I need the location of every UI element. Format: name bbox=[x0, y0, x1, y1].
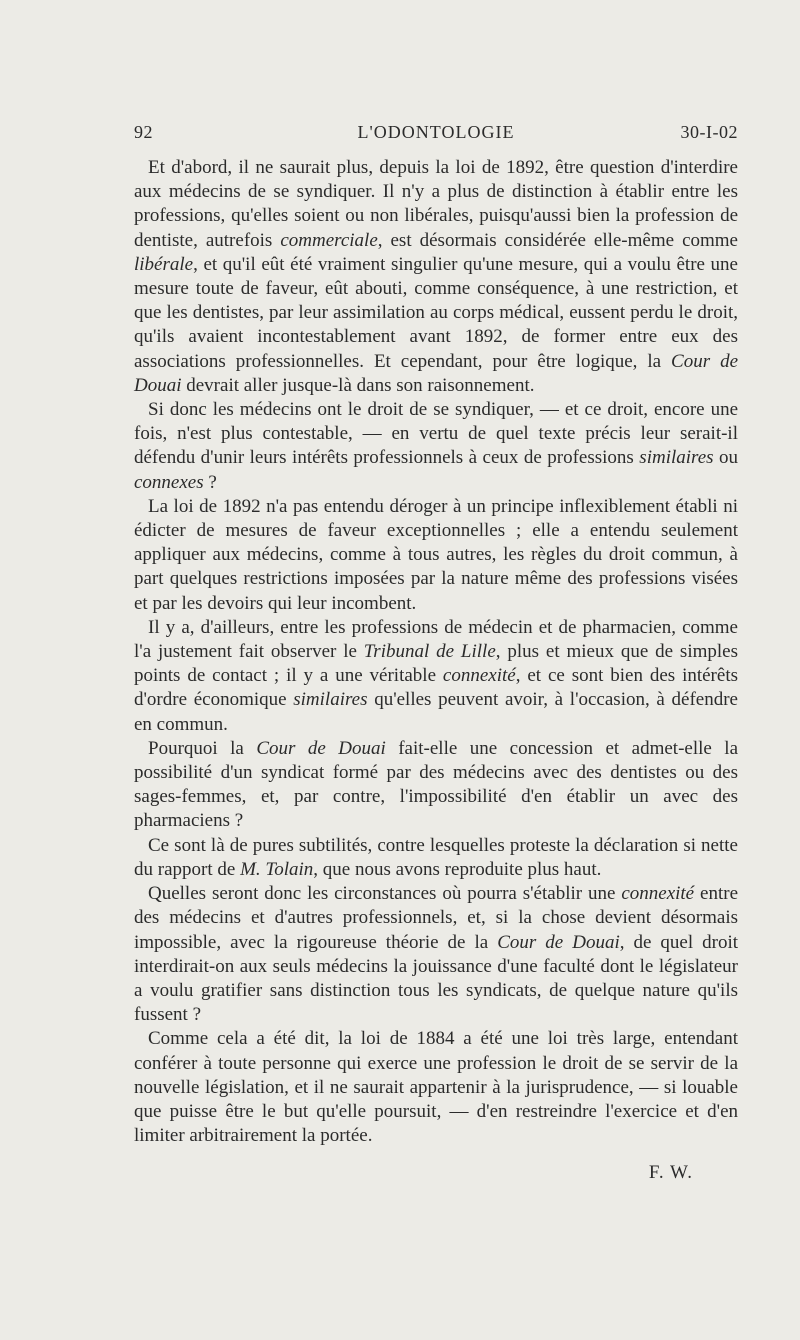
italic-text: similaires bbox=[639, 447, 714, 469]
article-body bbox=[134, 156, 738, 1148]
italic-text: M. Tolain bbox=[240, 858, 314, 880]
text-run: Comme cela a été dit, la loi de 1884 a été une loi très large, entendant conférer à toute personne qui exerce une profession le droit de se servir de la nouvelle législation, et il ne saurait appartenir à la jurisprudence, — si louable que puisse être le but qu'elle poursuit, — d'en restreindre l'exercice et d'en limiter arbitrairement la portée. bbox=[134, 1028, 738, 1147]
italic-text: connexité bbox=[621, 883, 695, 905]
paragraph bbox=[134, 737, 738, 834]
text-run: , que nous avons reproduite plus haut. bbox=[313, 858, 602, 880]
italic-text: similaires bbox=[293, 689, 368, 711]
text-run: , est désormais considérée elle-même comme bbox=[377, 229, 738, 251]
paragraph bbox=[134, 616, 738, 737]
text-run: qu'elles peuvent avoir, à l'occasion, à défendre en commun. bbox=[134, 689, 738, 735]
issue-date: 30-I-02 bbox=[680, 122, 738, 142]
text-run: fait-elle une concession et admet-elle la possibilité d'un syndicat formé par des médecins avec des dentistes ou des sages-femmes, et, par contre, l'impossibilité d'en établir un avec des pharmaciens ? bbox=[134, 737, 739, 832]
text-run: Quelles seront donc les circonstances où pourra s'établir une bbox=[148, 883, 622, 905]
paragraph bbox=[134, 398, 738, 495]
text-run: Pourquoi la bbox=[148, 737, 257, 759]
signature: F. W. bbox=[648, 1162, 693, 1183]
paragraph bbox=[134, 1027, 738, 1148]
running-header bbox=[134, 122, 738, 146]
paragraph bbox=[134, 495, 738, 616]
italic-text: Cour de Douai bbox=[256, 737, 386, 759]
italic-text: commerciale bbox=[280, 229, 378, 251]
journal-title: L'ODONTOLOGIE bbox=[357, 122, 515, 142]
text-run: Ce sont là de pures subtilités, contre lesquelles proteste la déclaration si nette du rapport de bbox=[134, 834, 738, 880]
text-run: , plus et mieux que de simples points de contact ; il y a une véritable bbox=[134, 641, 738, 687]
page-number: 92 bbox=[134, 122, 153, 142]
italic-text: libérale bbox=[134, 253, 194, 275]
text-run: La loi de 1892 n'a pas entendu déroger à un principe inflexiblement établi ni édicter de mesures de faveur exceptionnelles ; elle a entendu seulement appliquer aux médecins, comme à tous autres, les règles du droit commun, à part quelques restrictions imposées par la nature même des professions visées et par les devoirs qui leur incombent. bbox=[134, 495, 738, 614]
paragraph bbox=[134, 834, 738, 882]
text-run: ou bbox=[713, 447, 739, 469]
text-run: devrait aller jusque-là dans son raisonnement. bbox=[181, 374, 535, 396]
text-run: Il y a, d'ailleurs, entre les professions de médecin et de pharmacien, comme l'a justement fait observer le bbox=[134, 616, 738, 663]
text-run: entre des médecins et d'autres professionnels, et, si la chose devient désormais impossible, avec la rigoureuse théorie de la bbox=[134, 883, 738, 953]
italic-text: connexité bbox=[442, 665, 516, 687]
text-run: ? bbox=[203, 471, 217, 493]
italic-text: Cour de Douai bbox=[134, 350, 738, 396]
text-run: , de quel droit interdirait-on aux seuls médecins la jouissance d'une faculté dont le législateur a voulu gratifier sans distinction tous les syndicats, de quelque nature qu'ils fussent ? bbox=[134, 931, 739, 1026]
text-run: Si donc les médecins ont le droit de se syndiquer, — et ce droit, encore une fois, n'est plus contestable, — en vertu de quel texte précis leur serait-il défendu d'unir leurs intérêts professionnels à ceux de professions bbox=[134, 399, 738, 469]
paragraph bbox=[134, 156, 738, 398]
text-run: , et ce sont bien des intérêts d'ordre économique bbox=[134, 665, 738, 711]
paragraph bbox=[134, 882, 738, 1027]
italic-text: connexes bbox=[134, 471, 204, 493]
italic-text: Cour de Douai bbox=[497, 931, 620, 953]
italic-text: Tribunal de Lille bbox=[363, 641, 496, 663]
text-run: Et d'abord, il ne saurait plus, depuis la loi de 1892, être question d'interdire aux médecins de se syndiquer. Il n'y a plus de distinction à établir entre les professions, qu'elles soient ou non libérales, puisqu'aussi bien la profession de dentiste, autrefois bbox=[134, 157, 738, 251]
text-run: , et qu'il eût été vraiment singulier qu'une mesure, qui a voulu être une mesure toute de faveur, eût abouti, comme conséquence, à une restriction, et que les dentistes, par leur assimilation au corps médical, eussent perdu le droit, qu'ils avaient incontestablement avant 1892, de former entre eux des associations professionnelles. Et cependant, pour être logique, la bbox=[134, 253, 738, 372]
